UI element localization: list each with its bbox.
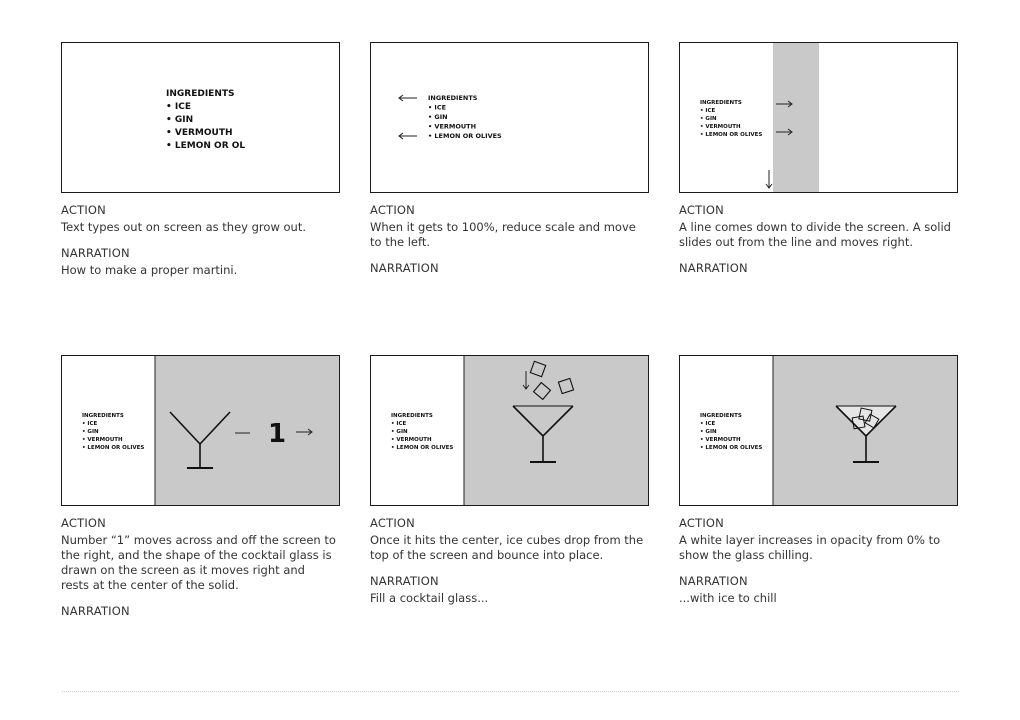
action-label: ACTION	[679, 203, 724, 217]
narration-text: Fill a cocktail glass...	[370, 591, 489, 605]
frame-2-art	[371, 43, 648, 192]
storyboard-panel-3	[679, 42, 958, 278]
ingredient-item: • VERMOUTH	[700, 124, 741, 130]
action-label: ACTION	[61, 516, 106, 530]
action-label: ACTION	[61, 203, 106, 217]
ingredients-heading: INGREDIENTS	[428, 94, 478, 102]
storyboard-panel-4	[61, 355, 340, 621]
ingredient-item: • GIN	[391, 429, 408, 435]
number-one: 1	[268, 419, 287, 449]
storyboard-panel-2	[370, 42, 649, 278]
frame-4	[61, 355, 340, 506]
ingredients-heading: INGREDIENTS	[700, 100, 742, 106]
frame-1-art	[62, 43, 339, 192]
narration-text: How to make a proper martini.	[61, 263, 238, 277]
action-text: When it gets to 100%, reduce scale and move to the left.	[370, 220, 636, 249]
ingredient-item: • ICE	[166, 102, 191, 112]
ingredient-item: • GIN	[82, 429, 99, 435]
ingredient-item: • GIN	[166, 115, 194, 125]
left-arrow-icon	[399, 95, 417, 101]
ingredient-item: • ICE	[82, 421, 98, 427]
narration-label: NARRATION	[61, 604, 130, 618]
narration-label: NARRATION	[61, 246, 130, 260]
frame-4-art	[62, 356, 339, 505]
ingredient-item: • ICE	[700, 108, 716, 114]
ingredient-item: • GIN	[700, 116, 717, 122]
narration-label: NARRATION	[370, 574, 439, 588]
storyboard-panel-6	[679, 355, 958, 606]
ingredient-item: • GIN	[700, 429, 717, 435]
action-label: ACTION	[370, 516, 415, 530]
ingredient-item: • ICE	[391, 421, 407, 427]
frame-3-art	[680, 43, 957, 192]
ingredient-item: • LEMON OR OL	[166, 141, 246, 151]
action-label: ACTION	[370, 203, 415, 217]
ingredient-item: • GIN	[428, 113, 448, 121]
frame-6-art	[680, 356, 957, 505]
frame-1	[61, 42, 340, 193]
ingredient-item: • VERMOUTH	[428, 122, 477, 131]
ingredient-item: • LEMON OR OLIVES	[700, 132, 763, 138]
ingredient-item: • ICE	[428, 103, 447, 112]
ingredient-item: • VERMOUTH	[391, 437, 432, 443]
gray-solid	[464, 356, 648, 505]
ingredients-heading: INGREDIENTS	[391, 413, 433, 419]
action-text: Number “1” moves across and off the screen to the right, and the shape of the cocktail glass is drawn on the screen as it moves right and rests at the center of the solid.	[61, 533, 336, 592]
ingredients-heading: INGREDIENTS	[82, 413, 124, 419]
storyboard-panel-5	[370, 355, 649, 606]
ingredient-item: • LEMON OR OLIVES	[428, 132, 502, 140]
frame-3	[679, 42, 958, 193]
narration-text: ...with ice to chill	[679, 591, 777, 605]
frame-5	[370, 355, 649, 506]
ingredient-item: • LEMON OR OLIVES	[700, 445, 763, 451]
action-text: A line comes down to divide the screen. A solid slides out from the line and moves right.	[679, 220, 951, 249]
action-text: Text types out on screen as they grow out.	[61, 220, 306, 234]
ingredients-heading: INGREDIENTS	[166, 89, 235, 99]
storyboard-panel-1	[61, 42, 340, 278]
ingredient-item: • VERMOUTH	[700, 437, 741, 443]
ingredient-item: • LEMON OR OLIVES	[82, 445, 145, 451]
action-text: A white layer increases in opacity from 0% to show the glass chilling.	[679, 533, 941, 562]
ingredient-item: • ICE	[700, 421, 716, 427]
action-label: ACTION	[679, 516, 724, 530]
footer-divider	[62, 691, 959, 692]
narration-label: NARRATION	[679, 261, 748, 275]
action-text: Once it hits the center, ice cubes drop from the top of the screen and bounce into place.	[370, 533, 644, 562]
narration-label: NARRATION	[370, 261, 439, 275]
ingredient-item: • VERMOUTH	[166, 128, 233, 138]
frame-2	[370, 42, 649, 193]
ingredient-item: • LEMON OR OLIVES	[391, 445, 454, 451]
gray-solid	[773, 43, 819, 192]
down-arrow-icon	[766, 170, 772, 188]
gray-solid	[155, 356, 339, 505]
frame-6	[679, 355, 958, 506]
left-arrow-icon	[399, 133, 417, 139]
ingredient-item: • VERMOUTH	[82, 437, 123, 443]
narration-label: NARRATION	[679, 574, 748, 588]
frame-5-art	[371, 356, 648, 505]
ingredients-heading: INGREDIENTS	[700, 413, 742, 419]
